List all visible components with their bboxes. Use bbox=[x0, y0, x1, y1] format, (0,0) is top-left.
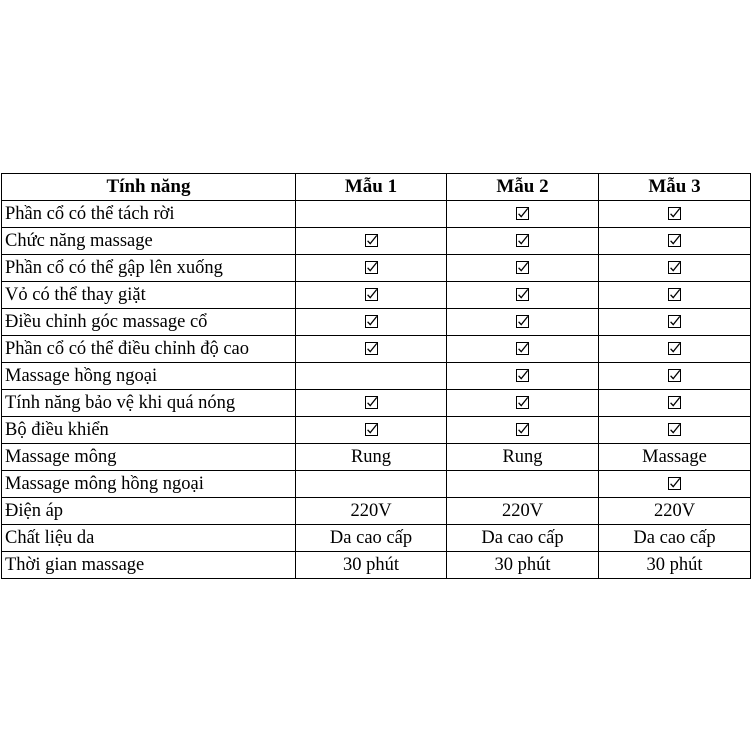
comparison-table-container bbox=[1, 173, 750, 579]
model-1-cell bbox=[296, 336, 447, 363]
model-2-cell: Rung bbox=[447, 444, 599, 471]
feature-cell: Phần cổ có thể tách rời bbox=[2, 201, 296, 228]
checked-box-icon bbox=[365, 315, 378, 328]
model-1-cell: 220V bbox=[296, 498, 447, 525]
checked-box-icon bbox=[365, 396, 378, 409]
checked-box-icon bbox=[668, 288, 681, 301]
table-row bbox=[2, 255, 751, 282]
table-row bbox=[2, 417, 751, 444]
model-3-cell: Da cao cấp bbox=[599, 525, 751, 552]
table-body bbox=[2, 201, 751, 579]
feature-cell: Bộ điều khiển bbox=[2, 417, 296, 444]
model-3-cell: Massage bbox=[599, 444, 751, 471]
model-2-cell bbox=[447, 282, 599, 309]
header-feature: Tính năng bbox=[2, 174, 296, 201]
model-3-cell bbox=[599, 336, 751, 363]
model-1-cell bbox=[296, 309, 447, 336]
model-2-cell bbox=[447, 390, 599, 417]
checked-box-icon bbox=[668, 207, 681, 220]
model-1-cell bbox=[296, 201, 447, 228]
model-1-cell bbox=[296, 282, 447, 309]
checked-box-icon bbox=[365, 234, 378, 247]
model-2-cell: 220V bbox=[447, 498, 599, 525]
feature-cell: Chức năng massage bbox=[2, 228, 296, 255]
model-3-cell bbox=[599, 363, 751, 390]
model-2-cell bbox=[447, 336, 599, 363]
checked-box-icon bbox=[516, 288, 529, 301]
feature-cell: Thời gian massage bbox=[2, 552, 296, 579]
table-row bbox=[2, 201, 751, 228]
checked-box-icon bbox=[668, 261, 681, 274]
model-1-cell bbox=[296, 417, 447, 444]
feature-cell: Vỏ có thể thay giặt bbox=[2, 282, 296, 309]
feature-cell: Massage mông hồng ngoại bbox=[2, 471, 296, 498]
checked-box-icon bbox=[365, 342, 378, 355]
model-3-cell: 30 phút bbox=[599, 552, 751, 579]
model-2-cell bbox=[447, 228, 599, 255]
model-2-cell: 30 phút bbox=[447, 552, 599, 579]
model-1-cell bbox=[296, 390, 447, 417]
feature-cell: Chất liệu da bbox=[2, 525, 296, 552]
model-2-cell bbox=[447, 201, 599, 228]
model-2-cell bbox=[447, 309, 599, 336]
table-row bbox=[2, 498, 751, 525]
checked-box-icon bbox=[516, 342, 529, 355]
model-1-cell bbox=[296, 228, 447, 255]
model-1-cell: 30 phút bbox=[296, 552, 447, 579]
table-row bbox=[2, 309, 751, 336]
model-3-cell bbox=[599, 390, 751, 417]
feature-cell: Phần cổ có thể gập lên xuống bbox=[2, 255, 296, 282]
checked-box-icon bbox=[365, 288, 378, 301]
feature-cell: Massage mông bbox=[2, 444, 296, 471]
model-3-cell bbox=[599, 309, 751, 336]
model-3-cell bbox=[599, 228, 751, 255]
model-3-cell bbox=[599, 282, 751, 309]
model-1-cell bbox=[296, 471, 447, 498]
feature-cell: Phần cổ có thể điều chỉnh độ cao bbox=[2, 336, 296, 363]
table-row bbox=[2, 525, 751, 552]
checked-box-icon bbox=[668, 315, 681, 328]
model-2-cell bbox=[447, 255, 599, 282]
table-row bbox=[2, 390, 751, 417]
model-3-cell bbox=[599, 471, 751, 498]
table-row bbox=[2, 444, 751, 471]
model-1-cell: Rung bbox=[296, 444, 447, 471]
header-model-2: Mẫu 2 bbox=[447, 174, 599, 201]
checked-box-icon bbox=[516, 207, 529, 220]
feature-cell: Điều chỉnh góc massage cổ bbox=[2, 309, 296, 336]
checked-box-icon bbox=[516, 369, 529, 382]
checked-box-icon bbox=[668, 369, 681, 382]
feature-cell: Massage hồng ngoại bbox=[2, 363, 296, 390]
model-3-cell bbox=[599, 417, 751, 444]
header-model-1: Mẫu 1 bbox=[296, 174, 447, 201]
table-row bbox=[2, 228, 751, 255]
checked-box-icon bbox=[365, 423, 378, 436]
feature-cell: Điện áp bbox=[2, 498, 296, 525]
header-model-3: Mẫu 3 bbox=[599, 174, 751, 201]
feature-cell: Tính năng bảo vệ khi quá nóng bbox=[2, 390, 296, 417]
checked-box-icon bbox=[668, 477, 681, 490]
table-row bbox=[2, 363, 751, 390]
checked-box-icon bbox=[668, 234, 681, 247]
table-row bbox=[2, 471, 751, 498]
checked-box-icon bbox=[516, 261, 529, 274]
model-2-cell: Da cao cấp bbox=[447, 525, 599, 552]
comparison-table bbox=[1, 173, 751, 579]
checked-box-icon bbox=[516, 315, 529, 328]
checked-box-icon bbox=[668, 396, 681, 409]
table-row bbox=[2, 282, 751, 309]
model-2-cell bbox=[447, 471, 599, 498]
model-3-cell bbox=[599, 255, 751, 282]
model-3-cell: 220V bbox=[599, 498, 751, 525]
checked-box-icon bbox=[516, 234, 529, 247]
model-1-cell bbox=[296, 363, 447, 390]
checked-box-icon bbox=[516, 423, 529, 436]
header-row bbox=[2, 174, 751, 201]
checked-box-icon bbox=[365, 261, 378, 274]
model-2-cell bbox=[447, 417, 599, 444]
table-row bbox=[2, 552, 751, 579]
model-1-cell bbox=[296, 255, 447, 282]
checked-box-icon bbox=[516, 396, 529, 409]
checked-box-icon bbox=[668, 342, 681, 355]
table-row bbox=[2, 336, 751, 363]
model-3-cell bbox=[599, 201, 751, 228]
model-1-cell: Da cao cấp bbox=[296, 525, 447, 552]
checked-box-icon bbox=[668, 423, 681, 436]
model-2-cell bbox=[447, 363, 599, 390]
